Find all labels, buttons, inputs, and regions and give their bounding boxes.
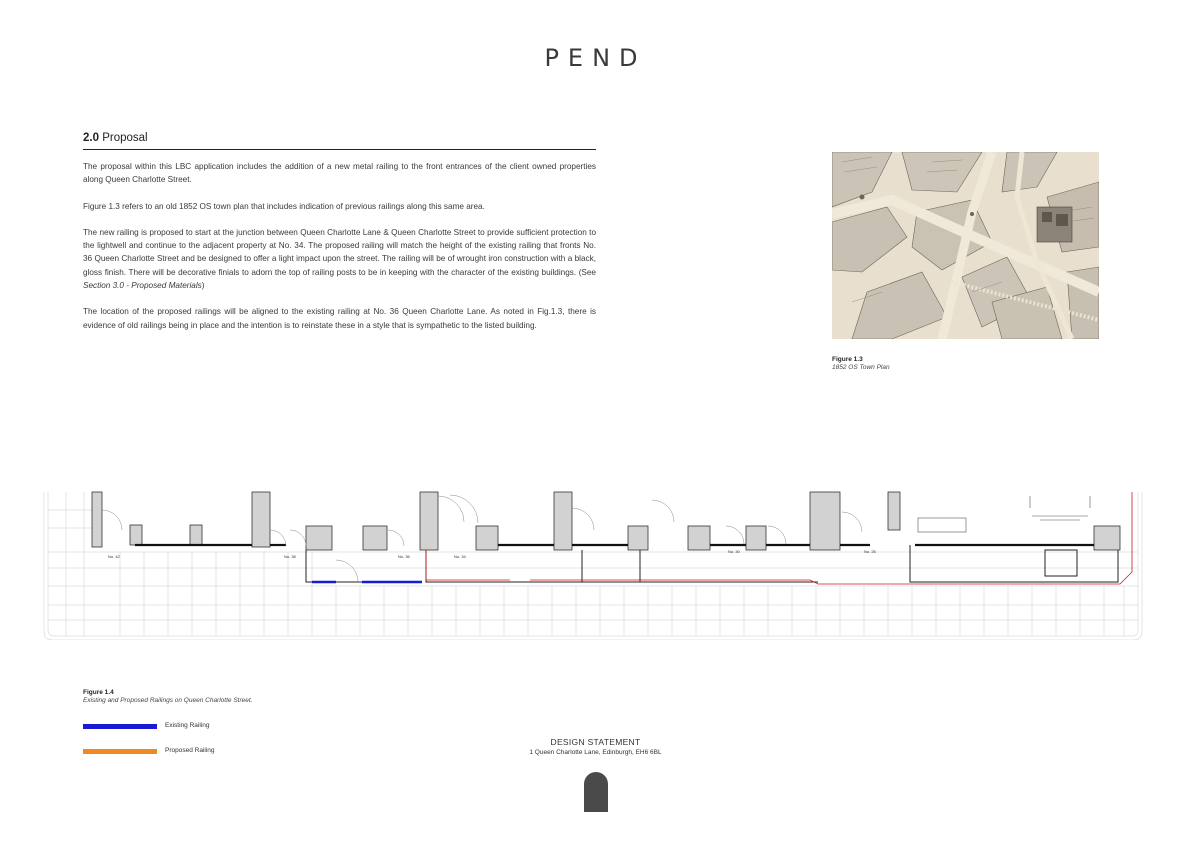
figure-1-4-description: Existing and Proposed Railings on Queen Charlotte Street. xyxy=(83,697,253,704)
street-plan-drawing xyxy=(40,490,1150,640)
page-tab-marker xyxy=(584,772,608,812)
historic-town-plan-map xyxy=(832,152,1099,339)
existing-railing-swatch xyxy=(83,724,157,729)
figure-1-3-number: Figure 1.3 xyxy=(832,356,863,363)
pend-logo: PEND xyxy=(544,44,647,72)
paragraph-figure-reference: Figure 1.3 refers to an old 1852 OS town plan that includes indication of previous railings along this same area. xyxy=(83,201,485,211)
materials-section-reference: Section 3.0 - Proposed Materials xyxy=(83,281,202,291)
paragraph-intro: The proposal within this LBC application includes the addition of a new metal railing to the front entrances of the client owned properties along Queen Charlotte Street. xyxy=(83,162,596,185)
railing-design-closing: ) xyxy=(201,281,205,291)
unit-label: No. 36 xyxy=(398,554,410,559)
railings-floor-plan xyxy=(40,490,1150,640)
figure-1-3-description: 1852 OS Town Plan xyxy=(832,364,890,371)
section-title: Proposal xyxy=(102,132,148,144)
footer-address: 1 Queen Charlotte Lane, Edinburgh, EH6 6BL xyxy=(529,749,662,756)
footer-title: DESIGN STATEMENT xyxy=(550,737,641,747)
figure-1-4-caption xyxy=(83,689,252,705)
legend-label-existing: Existing Railing xyxy=(165,722,210,729)
unit-label: No. 34 xyxy=(454,554,466,559)
figure-1-4-number: Figure 1.4 xyxy=(83,689,114,696)
unit-label: No. 42 xyxy=(108,554,120,559)
paragraph-railing-location: The location of the proposed railings will be aligned to the existing railing at No. 36 Queen Charlotte Lane. As noted in Fig.1.3, there is evidence of old railings being in place and the intention is to reinstate these in a style that is sympathetic to the listed building. xyxy=(83,307,596,330)
section-number: 2.0 xyxy=(83,132,99,144)
figure-1-3-caption xyxy=(832,356,890,372)
town-plan-map-image xyxy=(832,152,1099,339)
section-heading xyxy=(83,132,596,150)
proposal-section xyxy=(83,132,596,345)
unit-label: No. 38 xyxy=(284,554,296,559)
railing-design-text: The new railing is proposed to start at the junction between Queen Charlotte Lane & Queen Charlotte Street to provide sufficient protection to the lightwell and continue to the adjacent property at No. 34. The proposed railing will match the height of the existing railing that fronts No. 36 Queen Charlotte Street and be designed to offer a light impact upon the street. The railing will be of wrought iron construction with a black, gloss finish. There will be decorative finials to adorn the top of railing posts to be in keeping with the character of the existing buildings. (See xyxy=(83,227,596,277)
unit-label: No. 30 xyxy=(728,549,740,554)
paragraph-railing-design xyxy=(83,226,596,292)
legend-label-proposed: Proposed Railing xyxy=(165,747,215,754)
unit-label: No. 26 xyxy=(864,549,876,554)
